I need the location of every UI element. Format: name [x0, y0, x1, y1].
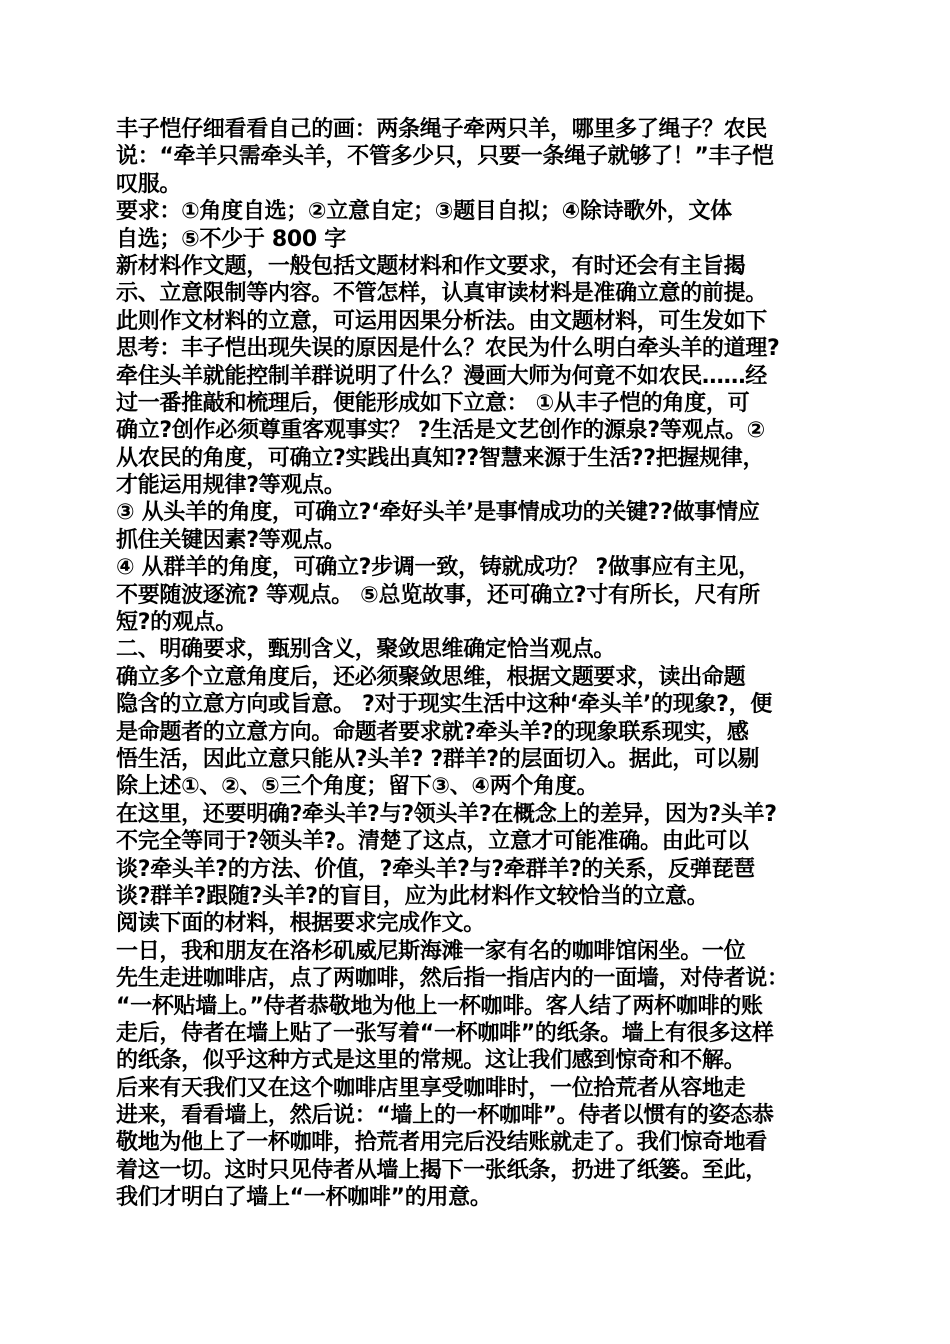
text-line: 叹服。 [116, 171, 182, 197]
text-line: 确立多个立意角度后，还必须聚敛思维，根据文题要求，读出命题 [116, 664, 746, 690]
text-line: 敬地为他上了一杯咖啡，拾荒者用完后没结账就走了。我们惊奇地看 [116, 1130, 768, 1156]
text-line: 此则作文材料的立意，可运用因果分析法。由文题材料，可生发如下 [116, 308, 768, 334]
section-heading: 二、明确要求，甄别含义，聚敛思维确定恰当观点。 [116, 637, 616, 663]
text-line: 自选；⑤不少于 800 字 [116, 226, 346, 252]
text-line: 隐含的立意方向或旨意。 ?对于现实生活中这种‘牵头羊’的现象?，便 [116, 692, 772, 718]
text-line: 谈?群羊?跟随?头羊?的盲目，应为此材料作文较恰当的立意。 [116, 883, 709, 909]
text-line: 确立?创作必须尊重客观事实？ ?生活是文艺创作的源泉?等观点。② [116, 418, 765, 444]
text-line: 短?的观点。 [116, 610, 237, 636]
text-line: 除上述①、②、⑤三个角度；留下③、④两个角度。 [116, 774, 599, 800]
text-line: “一杯贴墙上。”侍者恭敬地为他上一杯咖啡。客人结了两杯咖啡的账 [116, 993, 763, 1019]
text-line: 悟生活，因此立意只能从?头羊? ?群羊?的层面切入。据此，可以剔 [116, 746, 760, 772]
text-line: 从农民的角度，可确立?实践出真知??智慧来源于生活??把握规律， [116, 445, 765, 471]
text-line: 谈?牵头羊?的方法、价值，?牵头羊?与?牵群羊?的关系，反弹琵琶 [116, 856, 755, 882]
text-line: 着这一切。这时只见侍者从墙上揭下一张纸条，扔进了纸篓。至此， [116, 1157, 768, 1183]
text-line: 在这里，还要明确?牵头羊?与?领头羊?在概念上的差异，因为?头羊? [116, 801, 777, 827]
text-line: 是命题者的立意方向。命题者要求就?牵头羊?的现象联系现实，感 [116, 719, 749, 745]
text-line: 的纸条，似乎这种方式是这里的常规。这让我们感到惊奇和不解。 [116, 1048, 746, 1074]
text-line: 要求：①角度自选；②立意自定；③题目自拟；④除诗歌外，文体 [116, 199, 732, 225]
text-line: 牵住头羊就能控制羊群说明了什么？漫画大师为何竟不如农民……经 [116, 363, 768, 389]
text-line: 不完全等同于?领头羊?。清楚了这点，立意才可能准确。由此可以 [116, 829, 749, 855]
text-line: 抓住关键因素?等观点。 [116, 527, 346, 553]
document-body [116, 116, 856, 1212]
text-line: 阅读下面的材料，根据要求完成作文。 [116, 911, 485, 937]
text-line: 先生走进咖啡店，点了两咖啡，然后指一指店内的一面墙，对侍者说： [116, 966, 789, 992]
text-line: 思考：丰子恺出现失误的原因是什么？农民为什么明白牵头羊的道理? [116, 336, 780, 362]
text-line: 进来，看看墙上，然后说：“墙上的一杯咖啡”。侍者以惯有的姿态恭 [116, 1103, 774, 1129]
text-line: 一日，我和朋友在洛杉矶威尼斯海滩一家有名的咖啡馆闲坐。一位 [116, 938, 746, 964]
text-line: 才能运用规律?等观点。 [116, 473, 346, 499]
text-line: 后来有天我们又在这个咖啡店里享受咖啡时，一位拾荒者从容地走 [116, 1075, 746, 1101]
text-line: 说：“牵羊只需牵头羊，不管多少只，只要一条绳子就够了！”丰子恺 [116, 144, 774, 170]
text-line: ③ 从头羊的角度，可确立?‘牵好头羊’是事情成功的关键??做事情应 [116, 500, 760, 526]
text-line: 不要随波逐流? 等观点。 ⑤总览故事，还可确立?寸有所长，尺有所 [116, 582, 760, 608]
text-line: 示、立意限制等内容。不管怎样，认真审读材料是准确立意的前提。 [116, 281, 768, 307]
text-line: ④ 从群羊的角度，可确立?步调一致，铸就成功？ ?做事应有主见， [116, 555, 760, 581]
text-line: 过一番推敲和梳理后，便能形成如下立意： ①从丰子恺的角度，可 [116, 390, 750, 416]
text-line: 我们才明白了墙上“一杯咖啡”的用意。 [116, 1185, 492, 1211]
text-line: 丰子恺仔细看看自己的画：两条绳子牵两只羊，哪里多了绳子？农民 [116, 117, 768, 142]
text-line: 走后，侍者在墙上贴了一张写着“一杯咖啡”的纸条。墙上有很多这样 [116, 1020, 774, 1046]
text-line: 新材料作文题，一般包括文题材料和作文要求，有时还会有主旨揭 [116, 253, 746, 279]
